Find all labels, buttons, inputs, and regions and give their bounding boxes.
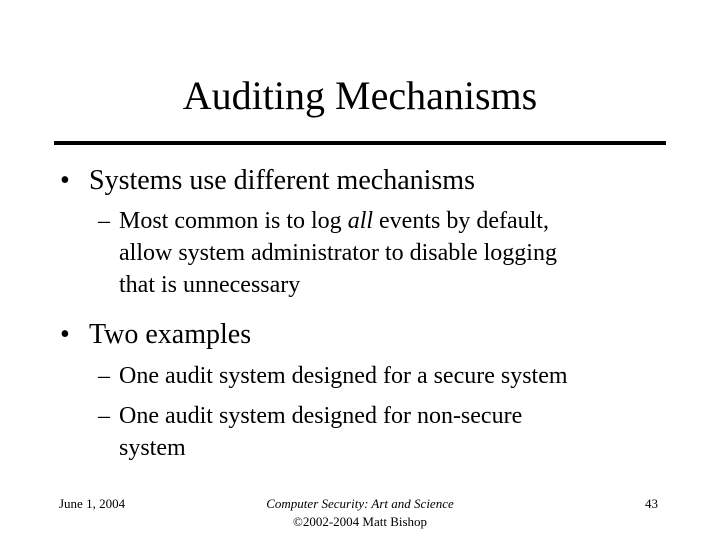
subitem-line-1: One audit system designed for non-secure [119, 403, 523, 429]
footer-book-title: Computer Security: Art and Science [266, 496, 454, 511]
title-underline [54, 141, 666, 145]
footer-date: June 1, 2004 [59, 496, 126, 511]
subitem-line-1: One audit system designed for a secure system [119, 363, 568, 389]
dash-icon: – [98, 403, 110, 429]
subitem-secure [98, 360, 568, 392]
subitem-log-all [98, 205, 557, 301]
bullet-examples [60, 318, 251, 352]
bullet-systems [60, 164, 475, 198]
bullet-text: Systems use different mechanisms [89, 165, 475, 196]
subitem-line-3: that is unnecessary [119, 272, 301, 298]
dash-icon: – [98, 363, 110, 389]
bullet-text: Two examples [89, 319, 252, 350]
emphasis-all: all [347, 208, 374, 234]
subitem-line-2: allow system administrator to disable logging [119, 240, 557, 266]
footer-copyright: ©2002-2004 Matt Bishop [292, 514, 428, 529]
bullet-icon: • [60, 319, 70, 350]
subitem-line-2: system [119, 435, 186, 461]
dash-icon: – [98, 208, 110, 234]
subitem-line-1: Most common is to log all events by default, [119, 208, 549, 234]
page-number: 43 [645, 496, 658, 511]
bullet-icon: • [60, 165, 70, 196]
footer-center [210, 495, 510, 531]
slide-title: Auditing Mechanisms [182, 73, 538, 118]
subitem-non-secure [98, 400, 522, 464]
